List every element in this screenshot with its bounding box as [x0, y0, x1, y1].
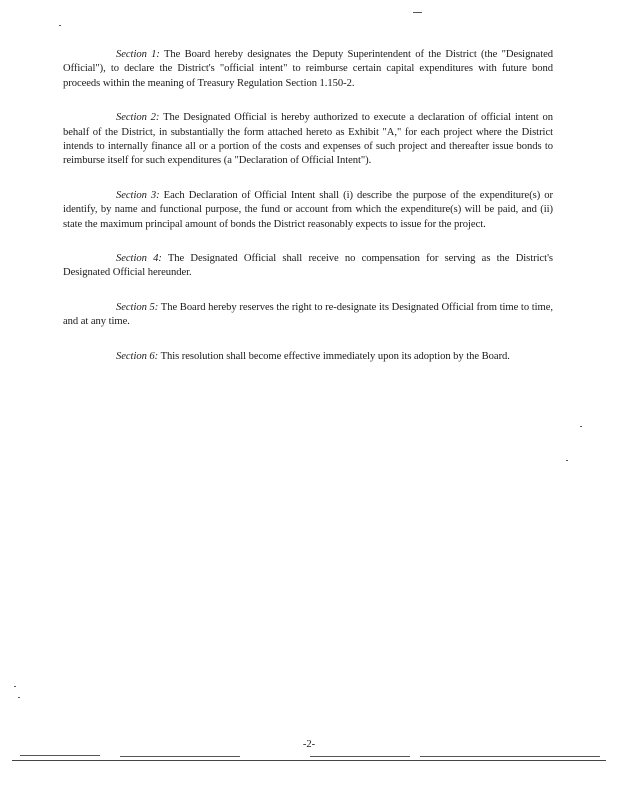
- section-2-label: Section 2:: [116, 112, 160, 124]
- section-5-paragraph: [63, 301, 553, 330]
- section-6-text: This resolution shall become effective immediately upon its adoption by the Board.: [158, 350, 510, 362]
- section-5-label: Section 5:: [116, 301, 159, 313]
- section-3-label: Section 3:: [116, 189, 160, 201]
- section-2-paragraph: [63, 111, 553, 169]
- section-1-text: The Board hereby designates the Deputy Superintendent of the District (the "Designated Official"), to declare the District's "official intent" to reimburse certain capital expenditures with future bond proceeds within the meaning of Treasury Regulation Section 1.150-2.: [63, 49, 554, 89]
- section-4-text: The Designated Official shall receive no compensation for serving as the District's Designated Official hereunder.: [63, 253, 553, 279]
- scan-speck: [580, 426, 582, 427]
- section-4-label: Section 4:: [116, 253, 162, 265]
- section-1-paragraph: [63, 48, 553, 91]
- section-6-label: Section 6:: [116, 350, 159, 362]
- scan-speck: [14, 686, 16, 687]
- footer-rule: [12, 760, 606, 761]
- section-4-paragraph: [63, 252, 553, 281]
- section-3-text: Each Declaration of Official Intent shall (i) describe the purpose of the expenditure(s) or identify, by name and functional purpose, the fund or account from which the expenditure(s) will be paid, and (ii) state the maximum principal amount of bonds the District reasonably expects to issue for the project.: [63, 189, 554, 230]
- page-number: -2-: [302, 739, 316, 750]
- scan-speck: [20, 755, 100, 756]
- section-3-paragraph: [63, 189, 553, 232]
- scan-speck: [566, 460, 568, 461]
- scan-speck: [59, 25, 61, 26]
- document-body: [63, 48, 553, 384]
- section-6-paragraph: [63, 350, 553, 364]
- scan-speck: [18, 697, 20, 698]
- scan-speck: [420, 756, 600, 757]
- section-5-text: The Board hereby reserves the right to re-designate its Designated Official from time to time, and at any time.: [63, 301, 553, 328]
- section-2-text: The Designated Official is hereby authorized to execute a declaration of official intent on behalf of the District, in substantially the form attached hereto as Exhibit "A," for each project where the District intends to internally finance all or a portion of the costs and expenses of such project and thereafter issue bonds to reimburse itself for such expenditures (a "Declaration of Official Intent").: [63, 112, 554, 167]
- scan-speck: [310, 756, 410, 757]
- scan-speck: [413, 12, 422, 13]
- section-1-label: Section 1:: [116, 49, 160, 60]
- scan-speck: [120, 756, 240, 757]
